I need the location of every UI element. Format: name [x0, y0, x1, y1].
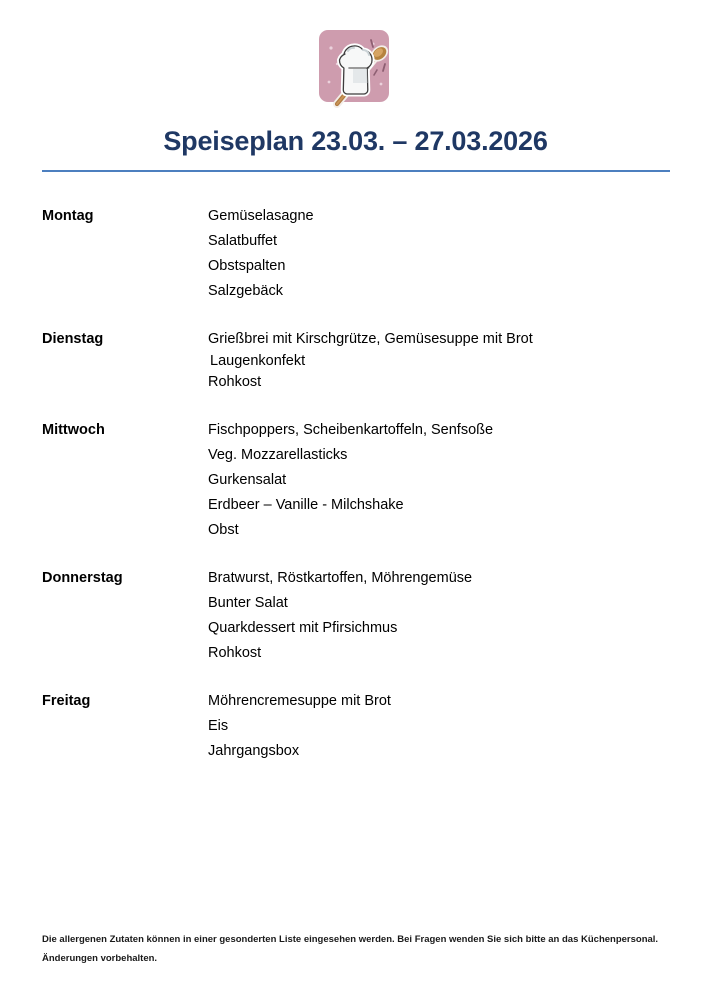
dish-item: Gurkensalat: [208, 472, 287, 488]
dish-item: Eis: [208, 718, 229, 734]
dish-item: Obst: [208, 522, 239, 538]
dish-item: Laugenkonfekt: [210, 353, 306, 369]
dish-item: Möhrencremesuppe mit Brot: [208, 693, 391, 709]
dish-item: Jahrgangsbox: [208, 743, 300, 759]
footer-note: [42, 930, 682, 968]
dish-item: Fischpoppers, Scheibenkartoffeln, Senfsoße: [208, 422, 494, 438]
dish-item: Salatbuffet: [208, 233, 278, 249]
chef-hat-icon: [313, 24, 399, 112]
day-label-montag: Montag: [42, 208, 94, 224]
day-block-dienstag: [0, 327, 711, 395]
menu-list: [0, 204, 711, 764]
dish-item: Erdbeer – Vanille - Milchshake: [208, 497, 404, 513]
day-block-mittwoch: [0, 418, 711, 543]
dish-item: Grießbrei mit Kirschgrütze, Gemüsesuppe mit Brot: [208, 331, 533, 347]
dish-item: Rohkost: [208, 645, 262, 661]
dish-list-dienstag: [0, 327, 711, 395]
day-block-donnerstag: [0, 566, 711, 666]
page-title: Speiseplan 23.03. – 27.03.2026: [163, 126, 548, 156]
day-block-freitag: [0, 689, 711, 764]
dish-item: Bunter Salat: [208, 595, 288, 611]
dish-item: Obstspalten: [208, 258, 286, 274]
day-label-mittwoch: Mittwoch: [42, 422, 105, 438]
dish-item: Veg. Mozzarellasticks: [208, 447, 348, 463]
logo-container: [0, 24, 711, 112]
dish-list-mittwoch: [0, 418, 711, 543]
footer-line-allergens: Die allergenen Zutaten können in einer gesonderten Liste eingesehen werden. Bei Fragen wenden Sie sich bitte an das Küchenpersonal.: [42, 934, 659, 945]
dish-item: Rohkost: [208, 374, 262, 390]
day-block-montag: [0, 204, 711, 304]
dish-item: Bratwurst, Röstkartoffen, Möhrengemüse: [208, 570, 473, 586]
dish-item: Quarkdessert mit Pfirsichmus: [208, 620, 398, 636]
day-label-dienstag: Dienstag: [42, 331, 104, 347]
dish-list-montag: [0, 204, 711, 304]
day-label-freitag: Freitag: [42, 693, 91, 709]
dish-list-freitag: [0, 689, 711, 764]
footer-line-disclaimer: Änderungen vorbehalten.: [42, 953, 158, 964]
dish-item: Gemüselasagne: [208, 208, 314, 224]
day-label-donnerstag: Donnerstag: [42, 570, 123, 586]
dish-item: Salzgebäck: [208, 283, 283, 299]
title-divider: [42, 170, 670, 172]
